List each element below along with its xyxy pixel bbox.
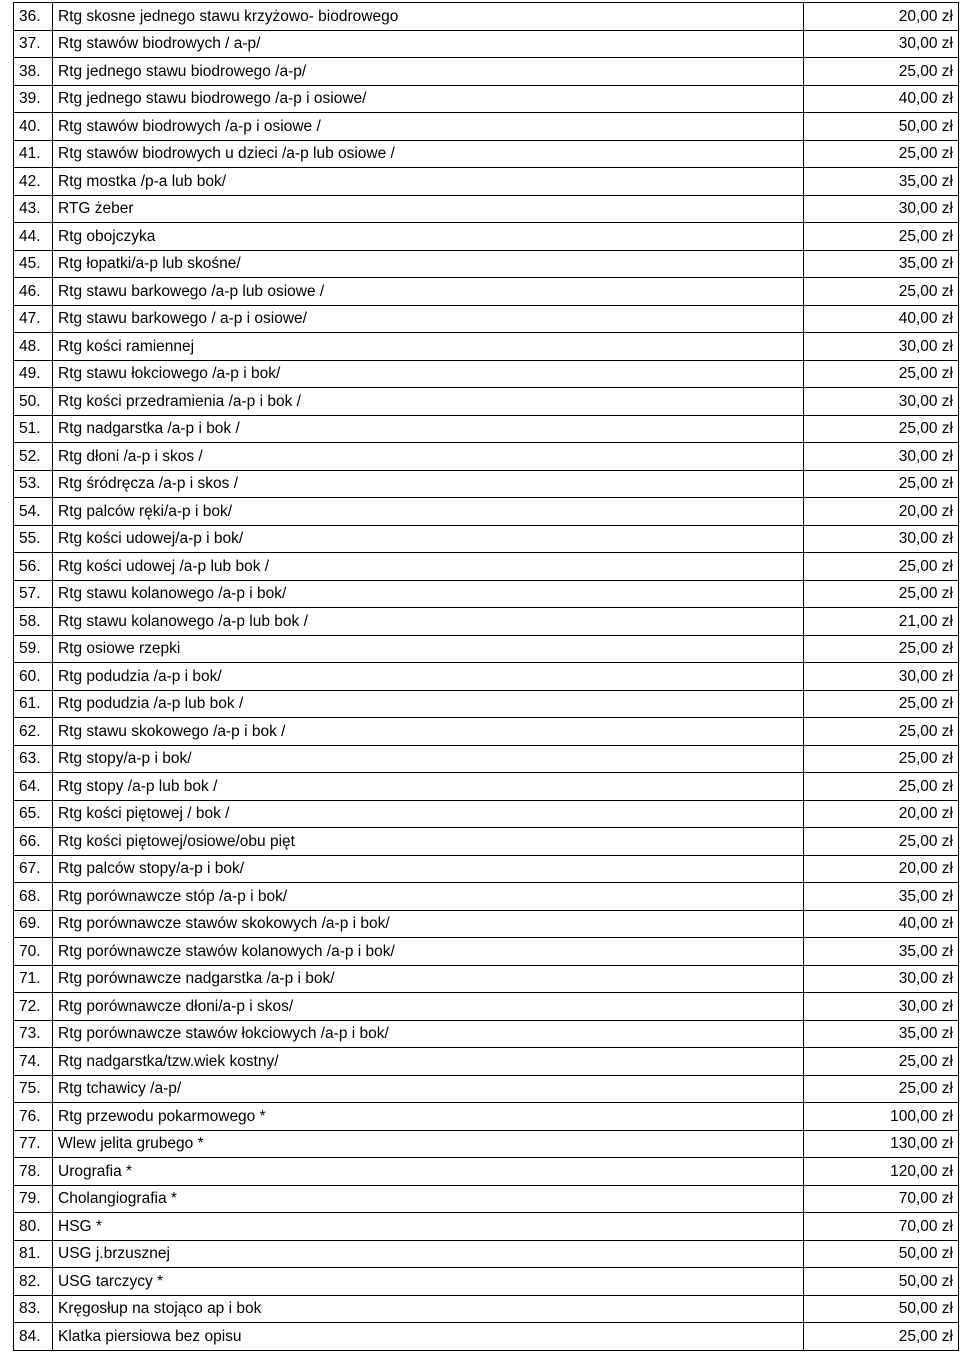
procedure-name: Rtg porównawcze nadgarstka /a-p i bok/ (53, 965, 804, 993)
procedure-price: 50,00 zł (804, 113, 959, 141)
table-row (14, 1268, 959, 1296)
row-number: 52. (14, 443, 53, 471)
table-row (14, 745, 959, 773)
row-number: 45. (14, 250, 53, 278)
row-number: 64. (14, 773, 53, 801)
procedure-name: Rtg tchawicy /a-p/ (53, 1075, 804, 1103)
table-row (14, 883, 959, 911)
procedure-price: 25,00 zł (804, 360, 959, 388)
procedure-price: 25,00 zł (804, 415, 959, 443)
row-number: 55. (14, 525, 53, 553)
row-number: 63. (14, 745, 53, 773)
table-row (14, 910, 959, 938)
row-number: 50. (14, 388, 53, 416)
procedure-price: 30,00 zł (804, 525, 959, 553)
table-row (14, 250, 959, 278)
procedure-name: Rtg łopatki/a-p lub skośne/ (53, 250, 804, 278)
table-row (14, 388, 959, 416)
table-row (14, 800, 959, 828)
table-row (14, 1158, 959, 1186)
row-number: 42. (14, 168, 53, 196)
table-row (14, 1075, 959, 1103)
table-row (14, 938, 959, 966)
procedure-name: Rtg stawu kolanowego /a-p lub bok / (53, 608, 804, 636)
row-number: 83. (14, 1295, 53, 1323)
procedure-name: Rtg kości ramiennej (53, 333, 804, 361)
procedure-name: USG j.brzusznej (53, 1240, 804, 1268)
row-number: 73. (14, 1020, 53, 1048)
row-number: 41. (14, 140, 53, 168)
procedure-price: 30,00 zł (804, 993, 959, 1021)
procedure-price: 30,00 zł (804, 388, 959, 416)
table-row (14, 195, 959, 223)
row-number: 39. (14, 85, 53, 113)
procedure-price: 25,00 zł (804, 773, 959, 801)
procedure-name: Rtg stawów biodrowych u dzieci /a-p lub osiowe / (53, 140, 804, 168)
procedure-name: Rtg stawów biodrowych /a-p i osiowe / (53, 113, 804, 141)
procedure-price: 25,00 zł (804, 470, 959, 498)
procedure-name: Rtg palców stopy/a-p i bok/ (53, 855, 804, 883)
row-number: 72. (14, 993, 53, 1021)
procedure-price: 50,00 zł (804, 1240, 959, 1268)
table-row (14, 470, 959, 498)
procedure-price: 30,00 zł (804, 443, 959, 471)
procedure-price: 30,00 zł (804, 30, 959, 58)
procedure-price: 25,00 zł (804, 140, 959, 168)
procedure-price: 25,00 zł (804, 828, 959, 856)
row-number: 56. (14, 553, 53, 581)
procedure-price: 25,00 zł (804, 690, 959, 718)
row-number: 51. (14, 415, 53, 443)
table-row (14, 965, 959, 993)
table-row (14, 415, 959, 443)
procedure-name: Rtg podudzia /a-p i bok/ (53, 663, 804, 691)
procedure-price: 25,00 zł (804, 1048, 959, 1076)
row-number: 71. (14, 965, 53, 993)
table-row (14, 1213, 959, 1241)
row-number: 68. (14, 883, 53, 911)
row-number: 62. (14, 718, 53, 746)
row-number: 75. (14, 1075, 53, 1103)
price-list-body (14, 3, 959, 1351)
table-row (14, 360, 959, 388)
row-number: 57. (14, 580, 53, 608)
procedure-price: 35,00 zł (804, 168, 959, 196)
table-row (14, 1048, 959, 1076)
procedure-price: 120,00 zł (804, 1158, 959, 1186)
table-row (14, 1240, 959, 1268)
procedure-name: Rtg stawu barkowego / a-p i osiowe/ (53, 305, 804, 333)
procedure-name: Rtg porównawcze stóp /a-p i bok/ (53, 883, 804, 911)
row-number: 36. (14, 3, 53, 31)
row-number: 67. (14, 855, 53, 883)
table-row (14, 690, 959, 718)
procedure-price: 35,00 zł (804, 250, 959, 278)
procedure-price: 30,00 zł (804, 195, 959, 223)
table-row (14, 1295, 959, 1323)
table-row (14, 1103, 959, 1131)
row-number: 43. (14, 195, 53, 223)
table-row (14, 305, 959, 333)
table-row (14, 498, 959, 526)
procedure-price: 40,00 zł (804, 305, 959, 333)
row-number: 70. (14, 938, 53, 966)
table-row (14, 30, 959, 58)
procedure-price: 35,00 zł (804, 883, 959, 911)
table-row (14, 635, 959, 663)
row-number: 46. (14, 278, 53, 306)
procedure-name: Rtg stopy/a-p i bok/ (53, 745, 804, 773)
table-row (14, 278, 959, 306)
procedure-name: Rtg przewodu pokarmowego * (53, 1103, 804, 1131)
table-row (14, 525, 959, 553)
procedure-name: Rtg kości piętowej / bok / (53, 800, 804, 828)
procedure-name: Rtg nadgarstka /a-p i bok / (53, 415, 804, 443)
procedure-name: Rtg mostka /p-a lub bok/ (53, 168, 804, 196)
procedure-price: 35,00 zł (804, 1020, 959, 1048)
row-number: 48. (14, 333, 53, 361)
procedure-price: 25,00 zł (804, 580, 959, 608)
row-number: 54. (14, 498, 53, 526)
procedure-name: Rtg palców ręki/a-p i bok/ (53, 498, 804, 526)
procedure-price: 25,00 zł (804, 223, 959, 251)
procedure-price: 70,00 zł (804, 1213, 959, 1241)
procedure-name: Rtg obojczyka (53, 223, 804, 251)
procedure-name: Rtg kości przedramienia /a-p i bok / (53, 388, 804, 416)
procedure-name: Rtg stawu łokciowego /a-p i bok/ (53, 360, 804, 388)
table-row (14, 3, 959, 31)
table-row (14, 828, 959, 856)
table-row (14, 113, 959, 141)
procedure-name: Rtg skosne jednego stawu krzyżowo- biodrowego (53, 3, 804, 31)
row-number: 40. (14, 113, 53, 141)
procedure-name: RTG żeber (53, 195, 804, 223)
row-number: 79. (14, 1185, 53, 1213)
row-number: 74. (14, 1048, 53, 1076)
table-row (14, 1020, 959, 1048)
procedure-name: Rtg jednego stawu biodrowego /a-p i osiowe/ (53, 85, 804, 113)
table-row (14, 718, 959, 746)
row-number: 58. (14, 608, 53, 636)
row-number: 53. (14, 470, 53, 498)
table-row (14, 663, 959, 691)
procedure-price: 25,00 zł (804, 718, 959, 746)
procedure-name: Rtg kości udowej/a-p i bok/ (53, 525, 804, 553)
procedure-name: Rtg nadgarstka/tzw.wiek kostny/ (53, 1048, 804, 1076)
table-row (14, 1185, 959, 1213)
procedure-price: 20,00 zł (804, 800, 959, 828)
procedure-price: 35,00 zł (804, 938, 959, 966)
procedure-price: 25,00 zł (804, 745, 959, 773)
procedure-price: 40,00 zł (804, 910, 959, 938)
row-number: 60. (14, 663, 53, 691)
row-number: 65. (14, 800, 53, 828)
table-row (14, 608, 959, 636)
procedure-price: 40,00 zł (804, 85, 959, 113)
row-number: 66. (14, 828, 53, 856)
procedure-name: Rtg kości piętowej/osiowe/obu pięt (53, 828, 804, 856)
procedure-name: USG tarczycy * (53, 1268, 804, 1296)
row-number: 80. (14, 1213, 53, 1241)
procedure-price: 30,00 zł (804, 333, 959, 361)
table-row (14, 993, 959, 1021)
table-row (14, 580, 959, 608)
procedure-name: Urografia * (53, 1158, 804, 1186)
procedure-price: 25,00 zł (804, 278, 959, 306)
row-number: 76. (14, 1103, 53, 1131)
row-number: 61. (14, 690, 53, 718)
procedure-price: 25,00 zł (804, 1075, 959, 1103)
row-number: 82. (14, 1268, 53, 1296)
procedure-name: Rtg stawów biodrowych / a-p/ (53, 30, 804, 58)
table-row (14, 140, 959, 168)
row-number: 37. (14, 30, 53, 58)
procedure-price: 20,00 zł (804, 498, 959, 526)
procedure-name: Rtg stopy /a-p lub bok / (53, 773, 804, 801)
procedure-price: 130,00 zł (804, 1130, 959, 1158)
table-row (14, 1323, 959, 1351)
procedure-name: Rtg podudzia /a-p lub bok / (53, 690, 804, 718)
procedure-name: Wlew jelita grubego * (53, 1130, 804, 1158)
table-row (14, 855, 959, 883)
row-number: 78. (14, 1158, 53, 1186)
row-number: 81. (14, 1240, 53, 1268)
row-number: 59. (14, 635, 53, 663)
table-row (14, 223, 959, 251)
procedure-name: Rtg śródręcza /a-p i skos / (53, 470, 804, 498)
procedure-price: 30,00 zł (804, 663, 959, 691)
price-list-table (13, 2, 959, 1351)
table-row (14, 333, 959, 361)
row-number: 38. (14, 58, 53, 86)
procedure-price: 25,00 zł (804, 1323, 959, 1351)
procedure-price: 50,00 zł (804, 1295, 959, 1323)
procedure-price: 25,00 zł (804, 635, 959, 663)
procedure-price: 100,00 zł (804, 1103, 959, 1131)
procedure-name: Rtg jednego stawu biodrowego /a-p/ (53, 58, 804, 86)
table-row (14, 168, 959, 196)
procedure-price: 50,00 zł (804, 1268, 959, 1296)
procedure-name: Rtg stawu kolanowego /a-p i bok/ (53, 580, 804, 608)
row-number: 69. (14, 910, 53, 938)
row-number: 84. (14, 1323, 53, 1351)
procedure-price: 20,00 zł (804, 855, 959, 883)
procedure-name: Cholangiografia * (53, 1185, 804, 1213)
procedure-name: Klatka piersiowa bez opisu (53, 1323, 804, 1351)
procedure-name: HSG * (53, 1213, 804, 1241)
procedure-name: Rtg dłoni /a-p i skos / (53, 443, 804, 471)
table-row (14, 1130, 959, 1158)
procedure-name: Kręgosłup na stojąco ap i bok (53, 1295, 804, 1323)
table-row (14, 85, 959, 113)
procedure-name: Rtg porównawcze stawów skokowych /a-p i bok/ (53, 910, 804, 938)
table-row (14, 553, 959, 581)
procedure-name: Rtg porównawcze stawów kolanowych /a-p i bok/ (53, 938, 804, 966)
procedure-price: 30,00 zł (804, 965, 959, 993)
procedure-name: Rtg stawu skokowego /a-p i bok / (53, 718, 804, 746)
table-row (14, 773, 959, 801)
procedure-price: 21,00 zł (804, 608, 959, 636)
procedure-name: Rtg porównawcze stawów łokciowych /a-p i bok/ (53, 1020, 804, 1048)
row-number: 49. (14, 360, 53, 388)
procedure-name: Rtg porównawcze dłoni/a-p i skos/ (53, 993, 804, 1021)
procedure-price: 25,00 zł (804, 58, 959, 86)
procedure-name: Rtg osiowe rzepki (53, 635, 804, 663)
procedure-price: 20,00 zł (804, 3, 959, 31)
row-number: 47. (14, 305, 53, 333)
procedure-price: 70,00 zł (804, 1185, 959, 1213)
row-number: 44. (14, 223, 53, 251)
procedure-name: Rtg stawu barkowego /a-p lub osiowe / (53, 278, 804, 306)
procedure-name: Rtg kości udowej /a-p lub bok / (53, 553, 804, 581)
table-row (14, 58, 959, 86)
table-row (14, 443, 959, 471)
row-number: 77. (14, 1130, 53, 1158)
procedure-price: 25,00 zł (804, 553, 959, 581)
